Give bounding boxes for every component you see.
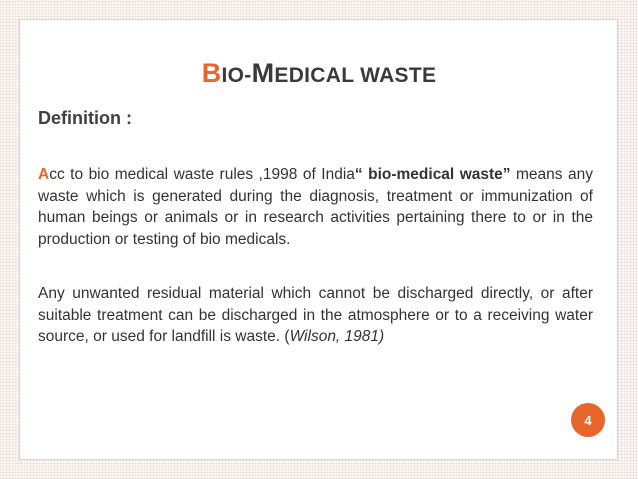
title-part2-rest: EDICAL WASTE: [274, 64, 437, 87]
title-initial-b: B: [201, 58, 222, 88]
paragraph1-quoted-term: “ bio-medical waste”: [354, 166, 511, 183]
paragraph1-text-a: cc to bio medical waste rules ,1998 of India: [49, 166, 355, 183]
title-part1-rest: IO: [221, 64, 245, 87]
title-dash: -: [244, 64, 252, 87]
definition-paragraph: [38, 164, 593, 250]
paragraph2-text: Any unwanted residual material which cannot be discharged directly, or after suitable treatment can be discharged in the atmosphere or to a receiving water source, or used for landfill is waste. (: [38, 285, 593, 345]
page-number-badge: 4: [571, 403, 605, 437]
definition-heading: Definition :: [38, 108, 132, 128]
paragraph1-text-b: means any waste which is generated during the diagnosis, treatment or immunization of human beings or animals or in research activities pertaining there to or in the production or testing of bio medicals.: [38, 166, 593, 248]
slide-title: [0, 58, 638, 89]
waste-paragraph: [38, 283, 593, 348]
paragraph1-initial: A: [38, 166, 50, 183]
paragraph2-citation: Wilson, 1981): [289, 328, 385, 345]
title-initial-m: M: [251, 58, 275, 88]
